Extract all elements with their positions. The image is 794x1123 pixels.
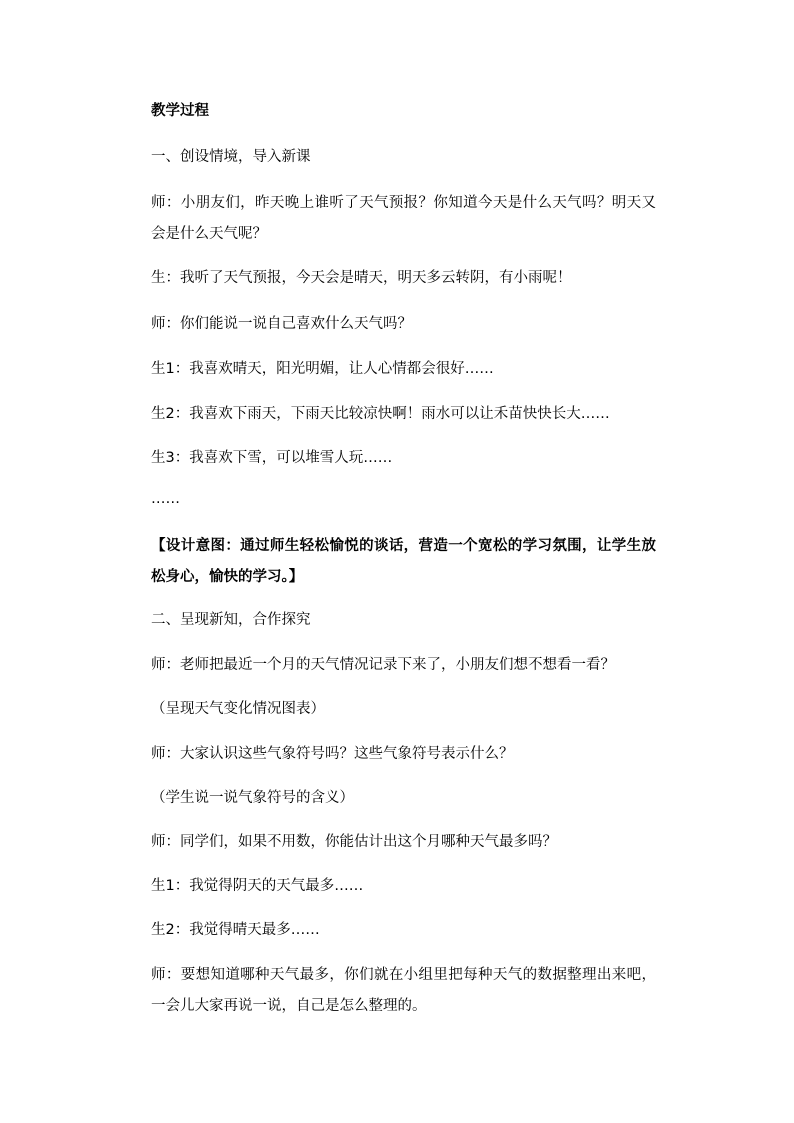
ellipsis-line: …… bbox=[151, 491, 180, 507]
section-title-1: 一、创设情境，导入新课 bbox=[151, 149, 311, 165]
student-line: 生3：我喜欢下雪，可以堆雪人玩…… bbox=[151, 450, 393, 466]
stage-direction: （学生说一说气象符号的含义） bbox=[151, 790, 354, 806]
design-intent-note: 【设计意图：通过师生轻松愉悦的谈话，营造一个宽松的学习氛围，让学生放松身心，愉快的学习。】 bbox=[151, 538, 656, 585]
student-line: 生1：我觉得阴天的天气最多…… bbox=[151, 878, 364, 894]
teacher-line: 师：同学们，如果不用数，你能估计出这个月哪种天气最多吗？ bbox=[151, 834, 557, 850]
teacher-line: 师：老师把最近一个月的天气情况记录下来了，小朋友们想不想看一看？ bbox=[151, 657, 615, 673]
student-line: 生1：我喜欢晴天，阳光明媚，让人心情都会很好…… bbox=[151, 361, 494, 377]
teacher-line: 师：大家认识这些气象符号吗？这些气象符号表示什么？ bbox=[151, 746, 514, 762]
student-line: 生2：我喜欢下雨天，下雨天比较凉快啊！雨水可以让禾苗快快长大…… bbox=[151, 406, 610, 422]
student-line: 生2：我觉得晴天最多…… bbox=[151, 922, 320, 938]
teacher-line: 师：小朋友们，昨天晚上谁听了天气预报？你知道今天是什么天气吗？明天又会是什么天气呢？ bbox=[151, 195, 656, 242]
teacher-line: 师：你们能说一说自己喜欢什么天气吗？ bbox=[151, 316, 412, 332]
section-title-2: 二、呈现新知，合作探究 bbox=[151, 612, 311, 628]
teacher-line: 师：要想知道哪种天气最多，你们就在小组里把每种天气的数据整理出来吧，一会儿大家再说一说，自己是怎么整理的。 bbox=[151, 967, 656, 1014]
stage-direction: （呈现天气变化情况图表） bbox=[151, 701, 325, 717]
section-heading: 教学过程 bbox=[151, 103, 209, 119]
student-line: 生：我听了天气预报，今天会是晴天，明天多云转阴，有小雨呢！ bbox=[151, 270, 572, 286]
